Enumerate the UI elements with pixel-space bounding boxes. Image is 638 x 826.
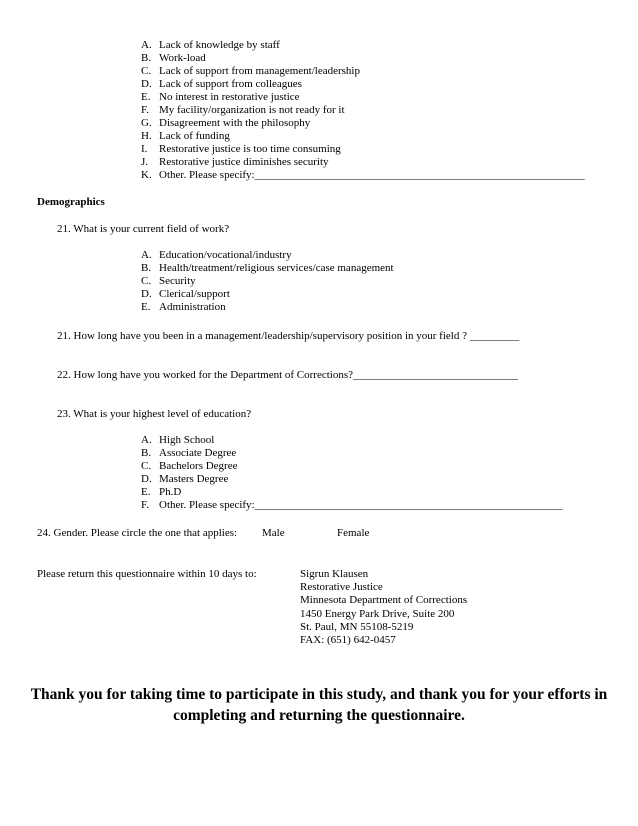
list-item (141, 499, 563, 512)
item-letter: F. (141, 104, 149, 116)
item-letter: E. (141, 486, 151, 498)
closing-message: Thank you for taking time to participate in this study, and thank you for your efforts in completing and returning the questionnaire. (30, 686, 608, 724)
item-text: Associate Degree (159, 447, 237, 459)
item-text: Other. Please specify:____________________________________________________________ (159, 169, 585, 181)
address-line: 1450 Energy Park Drive, Suite 200 (300, 607, 455, 620)
question-education: 23. What is your highest level of education? (57, 408, 252, 420)
list-item (141, 473, 228, 486)
list-item (141, 78, 302, 91)
list-item (141, 130, 230, 143)
item-text: Health/treatment/religious services/case management (159, 262, 394, 274)
address-line: Minnesota Department of Corrections (300, 594, 468, 607)
item-letter: A. (141, 434, 152, 446)
gender-option-male[interactable]: Male (262, 527, 285, 539)
item-text: Other. Please specify:________________________________________________________ (159, 499, 563, 511)
list-item (141, 52, 206, 65)
list-item (141, 434, 214, 447)
list-item (141, 486, 181, 499)
list-item (141, 91, 300, 104)
item-letter: K. (141, 169, 152, 181)
item-text: Administration (159, 301, 226, 313)
item-letter: C. (141, 460, 152, 472)
list-item (141, 143, 341, 156)
list-item (141, 275, 196, 288)
list-item (141, 288, 230, 301)
item-text: Lack of support from colleagues (159, 78, 302, 90)
return-address (300, 568, 467, 647)
section-heading: Demographics (37, 196, 105, 208)
list-item (141, 156, 329, 169)
item-letter: D. (141, 473, 152, 485)
item-text: My facility/organization is not ready for it (159, 104, 345, 116)
item-text: Work-load (159, 52, 206, 64)
item-letter: C. (141, 65, 152, 77)
list-item (141, 117, 310, 130)
item-text: Security (159, 275, 196, 287)
list-item (141, 65, 360, 78)
item-text: No interest in restorative justice (159, 91, 300, 103)
item-text: Lack of support from management/leadership (159, 65, 360, 77)
item-letter: E. (141, 301, 151, 313)
address-line: Sigrun Klausen (300, 568, 369, 580)
return-instruction: Please return this questionnaire within 10 days to: (37, 568, 257, 580)
item-text: High School (159, 434, 215, 446)
item-text: Education/vocational/industry (159, 249, 292, 261)
gender-option-female[interactable]: Female (337, 527, 370, 539)
item-letter: B. (141, 447, 152, 459)
question-doc-years: 22. How long have you worked for the Department of Corrections?______________________________ (57, 369, 519, 381)
item-letter: D. (141, 78, 152, 90)
list-item (141, 262, 394, 275)
list-item (141, 249, 292, 262)
item-letter: A. (141, 249, 152, 261)
list-item (141, 447, 236, 460)
item-text: Clerical/support (159, 288, 230, 300)
list-item (141, 460, 238, 473)
item-letter: F. (141, 499, 149, 511)
address-line: Restorative Justice (300, 581, 383, 594)
item-text: Ph.D (159, 486, 182, 498)
item-letter: B. (141, 262, 152, 274)
item-text: Disagreement with the philosophy (159, 117, 311, 129)
question-field-of-work: 21. What is your current field of work? (57, 223, 230, 235)
address-line: FAX: (651) 642-0457 (300, 634, 396, 647)
item-text: Masters Degree (159, 473, 229, 485)
item-letter: C. (141, 275, 152, 287)
item-letter: A. (141, 39, 152, 51)
list-item (141, 301, 226, 314)
list-item (141, 39, 280, 52)
item-letter: I. (141, 143, 148, 155)
item-letter: D. (141, 288, 152, 300)
item-letter: E. (141, 91, 151, 103)
item-letter: J. (141, 156, 149, 168)
item-text: Lack of knowledge by staff (159, 39, 280, 51)
item-text: Restorative justice is too time consuming (159, 143, 341, 155)
item-letter: B. (141, 52, 152, 64)
question-gender: 24. Gender. Please circle the one that applies: (37, 527, 238, 539)
list-item (141, 104, 345, 117)
item-text: Bachelors Degree (159, 460, 238, 472)
item-letter: G. (141, 117, 152, 129)
address-line: St. Paul, MN 55108-5219 (300, 620, 414, 633)
question-management-years: 21. How long have you been in a management/leadership/supervisory position in your field ? _________ (57, 330, 520, 342)
list-item (141, 169, 585, 182)
item-letter: H. (141, 130, 152, 142)
item-text: Restorative justice diminishes security (159, 156, 329, 168)
item-text: Lack of funding (159, 130, 230, 142)
